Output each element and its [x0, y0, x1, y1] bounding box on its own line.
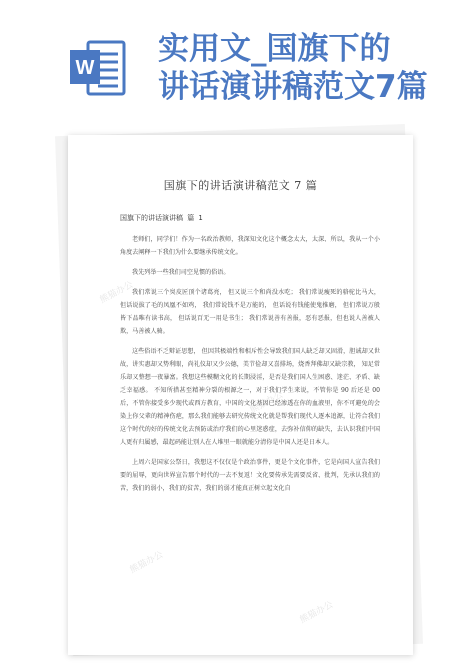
word-icon-letter: W	[75, 57, 95, 79]
word-document-icon	[68, 38, 128, 98]
watermark: 熊猫办公	[298, 599, 335, 626]
paragraph: 上周六是国家公祭日，我想这不仅仅是个政治事件，更是个文化事件，它是向国人宣告我们要的屈辱，更向世界宣告那个时代的一去不复返！文化要传承先需要反省、批判，先承认我们的苦，我们的弱小，我们的贫苦，我们的弱才能真正树立起文化自	[120, 459, 380, 492]
paragraph: 这些俗语不乏辩证思想， 但因其极端性和相斥性会导致我们国人缺乏却又固滑，胆诚却又世故，讲实惠却又势利眼，尚礼仪却又少公德，美节俭却又喜排场，烧香拜佛却又缺宗教， 知足常乐却又整想一夜暴富。我想这些模糊文化的长期浸淫，是否是我们国人生困惑、迷茫、矛盾、缺乏幸福感。 不知所措甚至精神分裂的根源之一，对于我们学生来说，不管你是 90 后还是 00 后，不管你接受多少现代或西方教育，中国的文化基因已经渗透在你的血液里，你不可避免的会染上你父辈的精神伤疤，那么我们能够去研究传统文化就是帮我们现代人逐本追源，让符合我们这个时代的好的传统文化去预防或治疗我们的心里迷惑症，去弥补信仰的缺失，去认识我们中国人更有归属感，最起码能让别人在人堆里一眼就能分清你是中国人还是日本人。	[120, 348, 380, 446]
watermark: 熊猫办公	[248, 389, 285, 416]
watermark: 熊猫办公	[128, 549, 165, 576]
paragraph: 老师们，同学们！作为一名政治教师，我深知文化这个概念太大，太深、所以，我从一个小角度去阐释一下我们为什么要继承传统文化。	[120, 236, 380, 256]
banner-title-line1: 实用文_国旗下的	[158, 31, 391, 67]
paragraph: 我先列举一些我们司空见惯的俗语。	[132, 269, 230, 276]
banner-title-line2: 讲话演讲稿范文7篇	[158, 69, 428, 105]
document-page	[68, 135, 413, 655]
watermark: 熊猫办公	[98, 279, 135, 306]
banner	[0, 0, 474, 118]
banner-title	[158, 30, 458, 106]
paragraph: 我们常说三个臭皮匠顶个诸葛亮， 但又说三个和尚没水吃； 我们常说瘦死的骆驼比马大， 但话说拔了毛的凤凰不如鸡， 我们常说钱不是万能的， 但话说有钱能使鬼推磨， 但们常说万般皆下品唯有读书高， 但话说百无一用是书生； 我们常说善有善报，恶有恶报，但也说人善被人欺，马善被人骑。	[120, 289, 380, 335]
section-title: 国旗下的讲话演讲稿 篇 1	[120, 214, 203, 222]
document-title: 国旗下的讲话演讲稿范文 7 篇	[163, 179, 318, 192]
document-body	[120, 233, 380, 502]
